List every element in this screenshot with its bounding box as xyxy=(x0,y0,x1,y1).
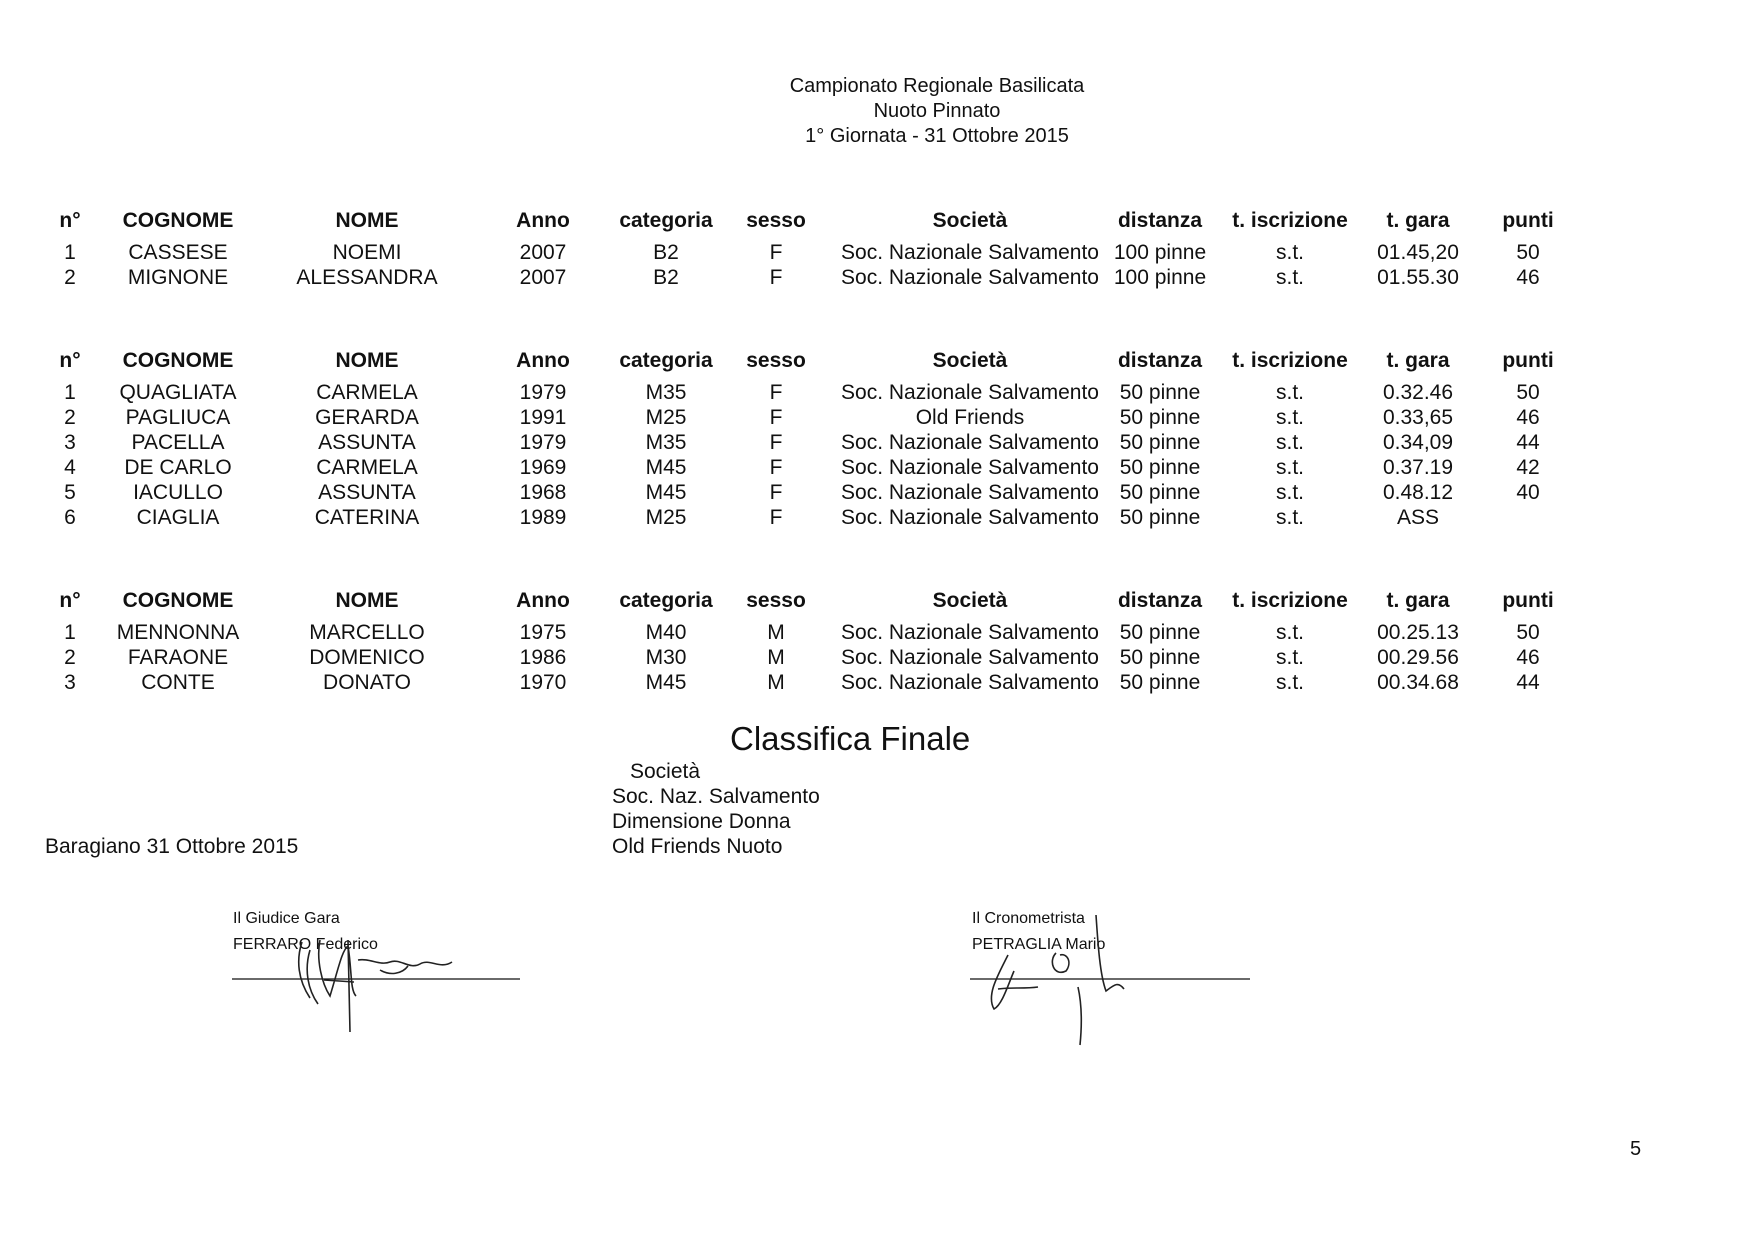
table-cell: 46 xyxy=(1516,266,1540,289)
table-row xyxy=(0,645,1754,670)
table-cell: 46 xyxy=(1516,646,1540,669)
table-cell: F xyxy=(769,241,783,264)
table-cell: MARCELLO xyxy=(309,621,425,644)
table-cell: s.t. xyxy=(1275,646,1305,669)
table-cell: Soc. Nazionale Salvamento xyxy=(841,266,1099,289)
column-header: Anno xyxy=(516,589,570,612)
table-cell: s.t. xyxy=(1275,481,1305,504)
table-row xyxy=(0,430,1754,455)
table-cell: 50 pinne xyxy=(1119,481,1201,504)
table-cell: s.t. xyxy=(1275,266,1305,289)
table-cell: GERARDA xyxy=(315,406,419,429)
table-cell: M40 xyxy=(645,621,687,644)
table-cell: 46 xyxy=(1516,406,1540,429)
table-cell: FARAONE xyxy=(127,646,229,669)
column-header: punti xyxy=(1502,589,1554,612)
table-cell: CONTE xyxy=(141,671,215,694)
table-cell: B2 xyxy=(653,266,679,289)
table-cell: CATERINA xyxy=(314,506,420,529)
table-row xyxy=(0,240,1754,265)
standings-societa: Soc. Naz. Salvamento xyxy=(612,785,820,808)
table-cell: F xyxy=(769,431,783,454)
table-cell: s.t. xyxy=(1275,241,1305,264)
judge-role: Il Giudice Gara xyxy=(233,910,340,927)
table-cell: M xyxy=(767,671,785,694)
table-cell: s.t. xyxy=(1275,506,1305,529)
table-cell: 100 pinne xyxy=(1113,266,1207,289)
table-cell: s.t. xyxy=(1275,456,1305,479)
column-header: punti xyxy=(1502,209,1554,232)
table-cell: 01.45,20 xyxy=(1377,241,1459,264)
table-cell: 2 xyxy=(64,646,76,669)
table-cell: 00.25.13 xyxy=(1377,621,1459,644)
table-cell: 50 xyxy=(1516,241,1540,264)
table-cell: 6 xyxy=(64,506,76,529)
table-cell: 00.34.68 xyxy=(1377,671,1459,694)
table-cell: Soc. Nazionale Salvamento xyxy=(841,431,1099,454)
table-header-row xyxy=(0,348,1754,373)
table-cell: M30 xyxy=(645,646,687,669)
table-cell: CARMELA xyxy=(316,456,418,479)
table-cell: Old Friends xyxy=(915,406,1025,429)
table-cell: M25 xyxy=(645,406,687,429)
table-cell: DOMENICO xyxy=(309,646,425,669)
table-cell: F xyxy=(769,406,783,429)
table-cell: 5 xyxy=(64,481,76,504)
table-cell: 1 xyxy=(64,241,76,264)
place-date: Baragiano 31 Ottobre 2015 xyxy=(45,835,299,858)
table-cell: 50 pinne xyxy=(1119,506,1201,529)
column-header: t. iscrizione xyxy=(1232,589,1348,612)
table-cell: 0.37.19 xyxy=(1382,456,1454,479)
standings-societa: Dimensione Donna xyxy=(612,810,791,833)
table-cell: DE CARLO xyxy=(124,456,232,479)
column-header: t. iscrizione xyxy=(1232,209,1348,232)
table-cell: 1 xyxy=(64,381,76,404)
column-header: Anno xyxy=(516,209,570,232)
column-header: COGNOME xyxy=(122,589,234,612)
table-cell: Soc. Nazionale Salvamento xyxy=(841,481,1099,504)
table-cell: PAGLIUCA xyxy=(125,406,231,429)
table-cell: CASSESE xyxy=(128,241,228,264)
column-header: n° xyxy=(59,589,81,612)
table-cell: s.t. xyxy=(1275,671,1305,694)
judge-name: FERRARO Federico xyxy=(233,936,378,953)
table-cell: ASSUNTA xyxy=(318,481,416,504)
column-header: COGNOME xyxy=(122,349,234,372)
column-header: punti xyxy=(1502,349,1554,372)
column-header: sesso xyxy=(746,589,806,612)
table-cell: CARMELA xyxy=(316,381,418,404)
table-cell: 1 xyxy=(64,621,76,644)
table-row xyxy=(0,455,1754,480)
table-cell: 3 xyxy=(64,431,76,454)
table-cell: Soc. Nazionale Salvamento xyxy=(841,241,1099,264)
table-cell: M35 xyxy=(645,381,687,404)
table-cell: s.t. xyxy=(1275,406,1305,429)
table-cell: Soc. Nazionale Salvamento xyxy=(841,671,1099,694)
table-row xyxy=(0,670,1754,695)
column-header: sesso xyxy=(746,349,806,372)
table-row xyxy=(0,620,1754,645)
table-cell: 1968 xyxy=(519,481,567,504)
table-cell: 0.33,65 xyxy=(1382,406,1454,429)
table-cell: 1986 xyxy=(519,646,567,669)
table-cell: ASSUNTA xyxy=(318,431,416,454)
table-cell: Soc. Nazionale Salvamento xyxy=(841,381,1099,404)
table-cell: Soc. Nazionale Salvamento xyxy=(841,456,1099,479)
table-cell: 50 xyxy=(1516,621,1540,644)
timer-role: Il Cronometrista xyxy=(972,910,1085,927)
column-header: NOME xyxy=(335,209,399,232)
table-cell: CIAGLIA xyxy=(136,506,220,529)
table-cell: 44 xyxy=(1516,431,1540,454)
day-date-title: 1° Giornata - 31 Ottobre 2015 xyxy=(805,125,1069,147)
table-cell: 2 xyxy=(64,406,76,429)
table-cell: 50 pinne xyxy=(1119,431,1201,454)
table-cell: 2 xyxy=(64,266,76,289)
table-cell: 1970 xyxy=(519,671,567,694)
table-cell: Soc. Nazionale Salvamento xyxy=(841,646,1099,669)
final-standings-title: Classifica Finale xyxy=(730,720,971,757)
table-cell: 0.48.12 xyxy=(1382,481,1454,504)
column-header: distanza xyxy=(1117,349,1203,372)
judge-signature-scribble xyxy=(230,900,530,1040)
table-cell: M45 xyxy=(645,671,687,694)
table-row xyxy=(0,265,1754,290)
column-header: t. gara xyxy=(1386,209,1450,232)
table-cell: ALESSANDRA xyxy=(296,266,438,289)
table-cell: ASS xyxy=(1396,506,1440,529)
column-header: Società xyxy=(932,209,1008,232)
table-cell: QUAGLIATA xyxy=(119,381,237,404)
table-cell: s.t. xyxy=(1275,621,1305,644)
championship-title: Campionato Regionale Basilicata xyxy=(789,75,1085,97)
column-header: Società xyxy=(932,349,1008,372)
table-cell: s.t. xyxy=(1275,431,1305,454)
table-cell: MENNONNA xyxy=(116,621,240,644)
table-row xyxy=(0,480,1754,505)
table-cell: s.t. xyxy=(1275,381,1305,404)
table-cell: IACULLO xyxy=(133,481,223,504)
table-cell: 4 xyxy=(64,456,76,479)
discipline-title: Nuoto Pinnato xyxy=(873,100,1001,122)
table-cell: 3 xyxy=(64,671,76,694)
table-cell: 50 pinne xyxy=(1119,406,1201,429)
table-cell: 01.55.30 xyxy=(1377,266,1459,289)
column-header: categoria xyxy=(619,349,713,372)
table-cell: PACELLA xyxy=(131,431,225,454)
table-cell: 0.34,09 xyxy=(1382,431,1454,454)
column-header: categoria xyxy=(619,209,713,232)
column-header: t. iscrizione xyxy=(1232,349,1348,372)
column-header: NOME xyxy=(335,589,399,612)
column-header: Anno xyxy=(516,349,570,372)
table-cell: 1991 xyxy=(519,406,567,429)
table-row xyxy=(0,405,1754,430)
table-cell: F xyxy=(769,506,783,529)
column-header: t. gara xyxy=(1386,589,1450,612)
table-cell: 1975 xyxy=(519,621,567,644)
table-cell: 50 xyxy=(1516,381,1540,404)
table-cell: 50 pinne xyxy=(1119,621,1201,644)
table-cell: 50 pinne xyxy=(1119,671,1201,694)
table-cell: 40 xyxy=(1516,481,1540,504)
column-header: sesso xyxy=(746,209,806,232)
table-header-row xyxy=(0,588,1754,613)
column-header: Società xyxy=(932,589,1008,612)
column-header: COGNOME xyxy=(122,209,234,232)
table-cell: M35 xyxy=(645,431,687,454)
table-cell: M xyxy=(767,646,785,669)
column-header: distanza xyxy=(1117,209,1203,232)
table-cell: DONATO xyxy=(323,671,411,694)
table-cell: 2007 xyxy=(519,241,567,264)
table-cell: 50 pinne xyxy=(1119,381,1201,404)
column-header: distanza xyxy=(1117,589,1203,612)
table-cell: Soc. Nazionale Salvamento xyxy=(841,506,1099,529)
table-cell: Soc. Nazionale Salvamento xyxy=(841,621,1099,644)
table-cell: 50 pinne xyxy=(1119,456,1201,479)
table-cell: 44 xyxy=(1516,671,1540,694)
column-header: NOME xyxy=(335,349,399,372)
table-header-row xyxy=(0,208,1754,233)
timer-signature-scribble xyxy=(968,905,1268,1055)
table-cell: 1979 xyxy=(519,431,567,454)
table-cell: 42 xyxy=(1516,456,1540,479)
column-header: t. gara xyxy=(1386,349,1450,372)
timer-name: PETRAGLIA Mario xyxy=(972,936,1106,953)
table-cell: F xyxy=(769,456,783,479)
table-cell: 0.32.46 xyxy=(1382,381,1454,404)
table-cell: B2 xyxy=(653,241,679,264)
standings-header-societa: Società xyxy=(629,760,701,783)
table-cell: F xyxy=(769,381,783,404)
table-cell: 1989 xyxy=(519,506,567,529)
table-row xyxy=(0,505,1754,530)
table-cell: 00.29.56 xyxy=(1377,646,1459,669)
table-cell: 50 pinne xyxy=(1119,646,1201,669)
standings-societa: Old Friends Nuoto xyxy=(612,835,783,858)
table-cell: M45 xyxy=(645,481,687,504)
column-header: n° xyxy=(59,349,81,372)
table-cell: MIGNONE xyxy=(127,266,229,289)
table-row xyxy=(0,380,1754,405)
table-cell: 1969 xyxy=(519,456,567,479)
column-header: categoria xyxy=(619,589,713,612)
table-cell: 2007 xyxy=(519,266,567,289)
table-cell: M45 xyxy=(645,456,687,479)
table-cell: F xyxy=(769,266,783,289)
page-number: 5 xyxy=(1630,1138,1642,1160)
table-cell: 1979 xyxy=(519,381,567,404)
table-cell: M25 xyxy=(645,506,687,529)
document-header xyxy=(0,74,1754,149)
table-cell: F xyxy=(769,481,783,504)
table-cell: M xyxy=(767,621,785,644)
table-cell: 100 pinne xyxy=(1113,241,1207,264)
table-cell: NOEMI xyxy=(332,241,402,264)
column-header: n° xyxy=(59,209,81,232)
